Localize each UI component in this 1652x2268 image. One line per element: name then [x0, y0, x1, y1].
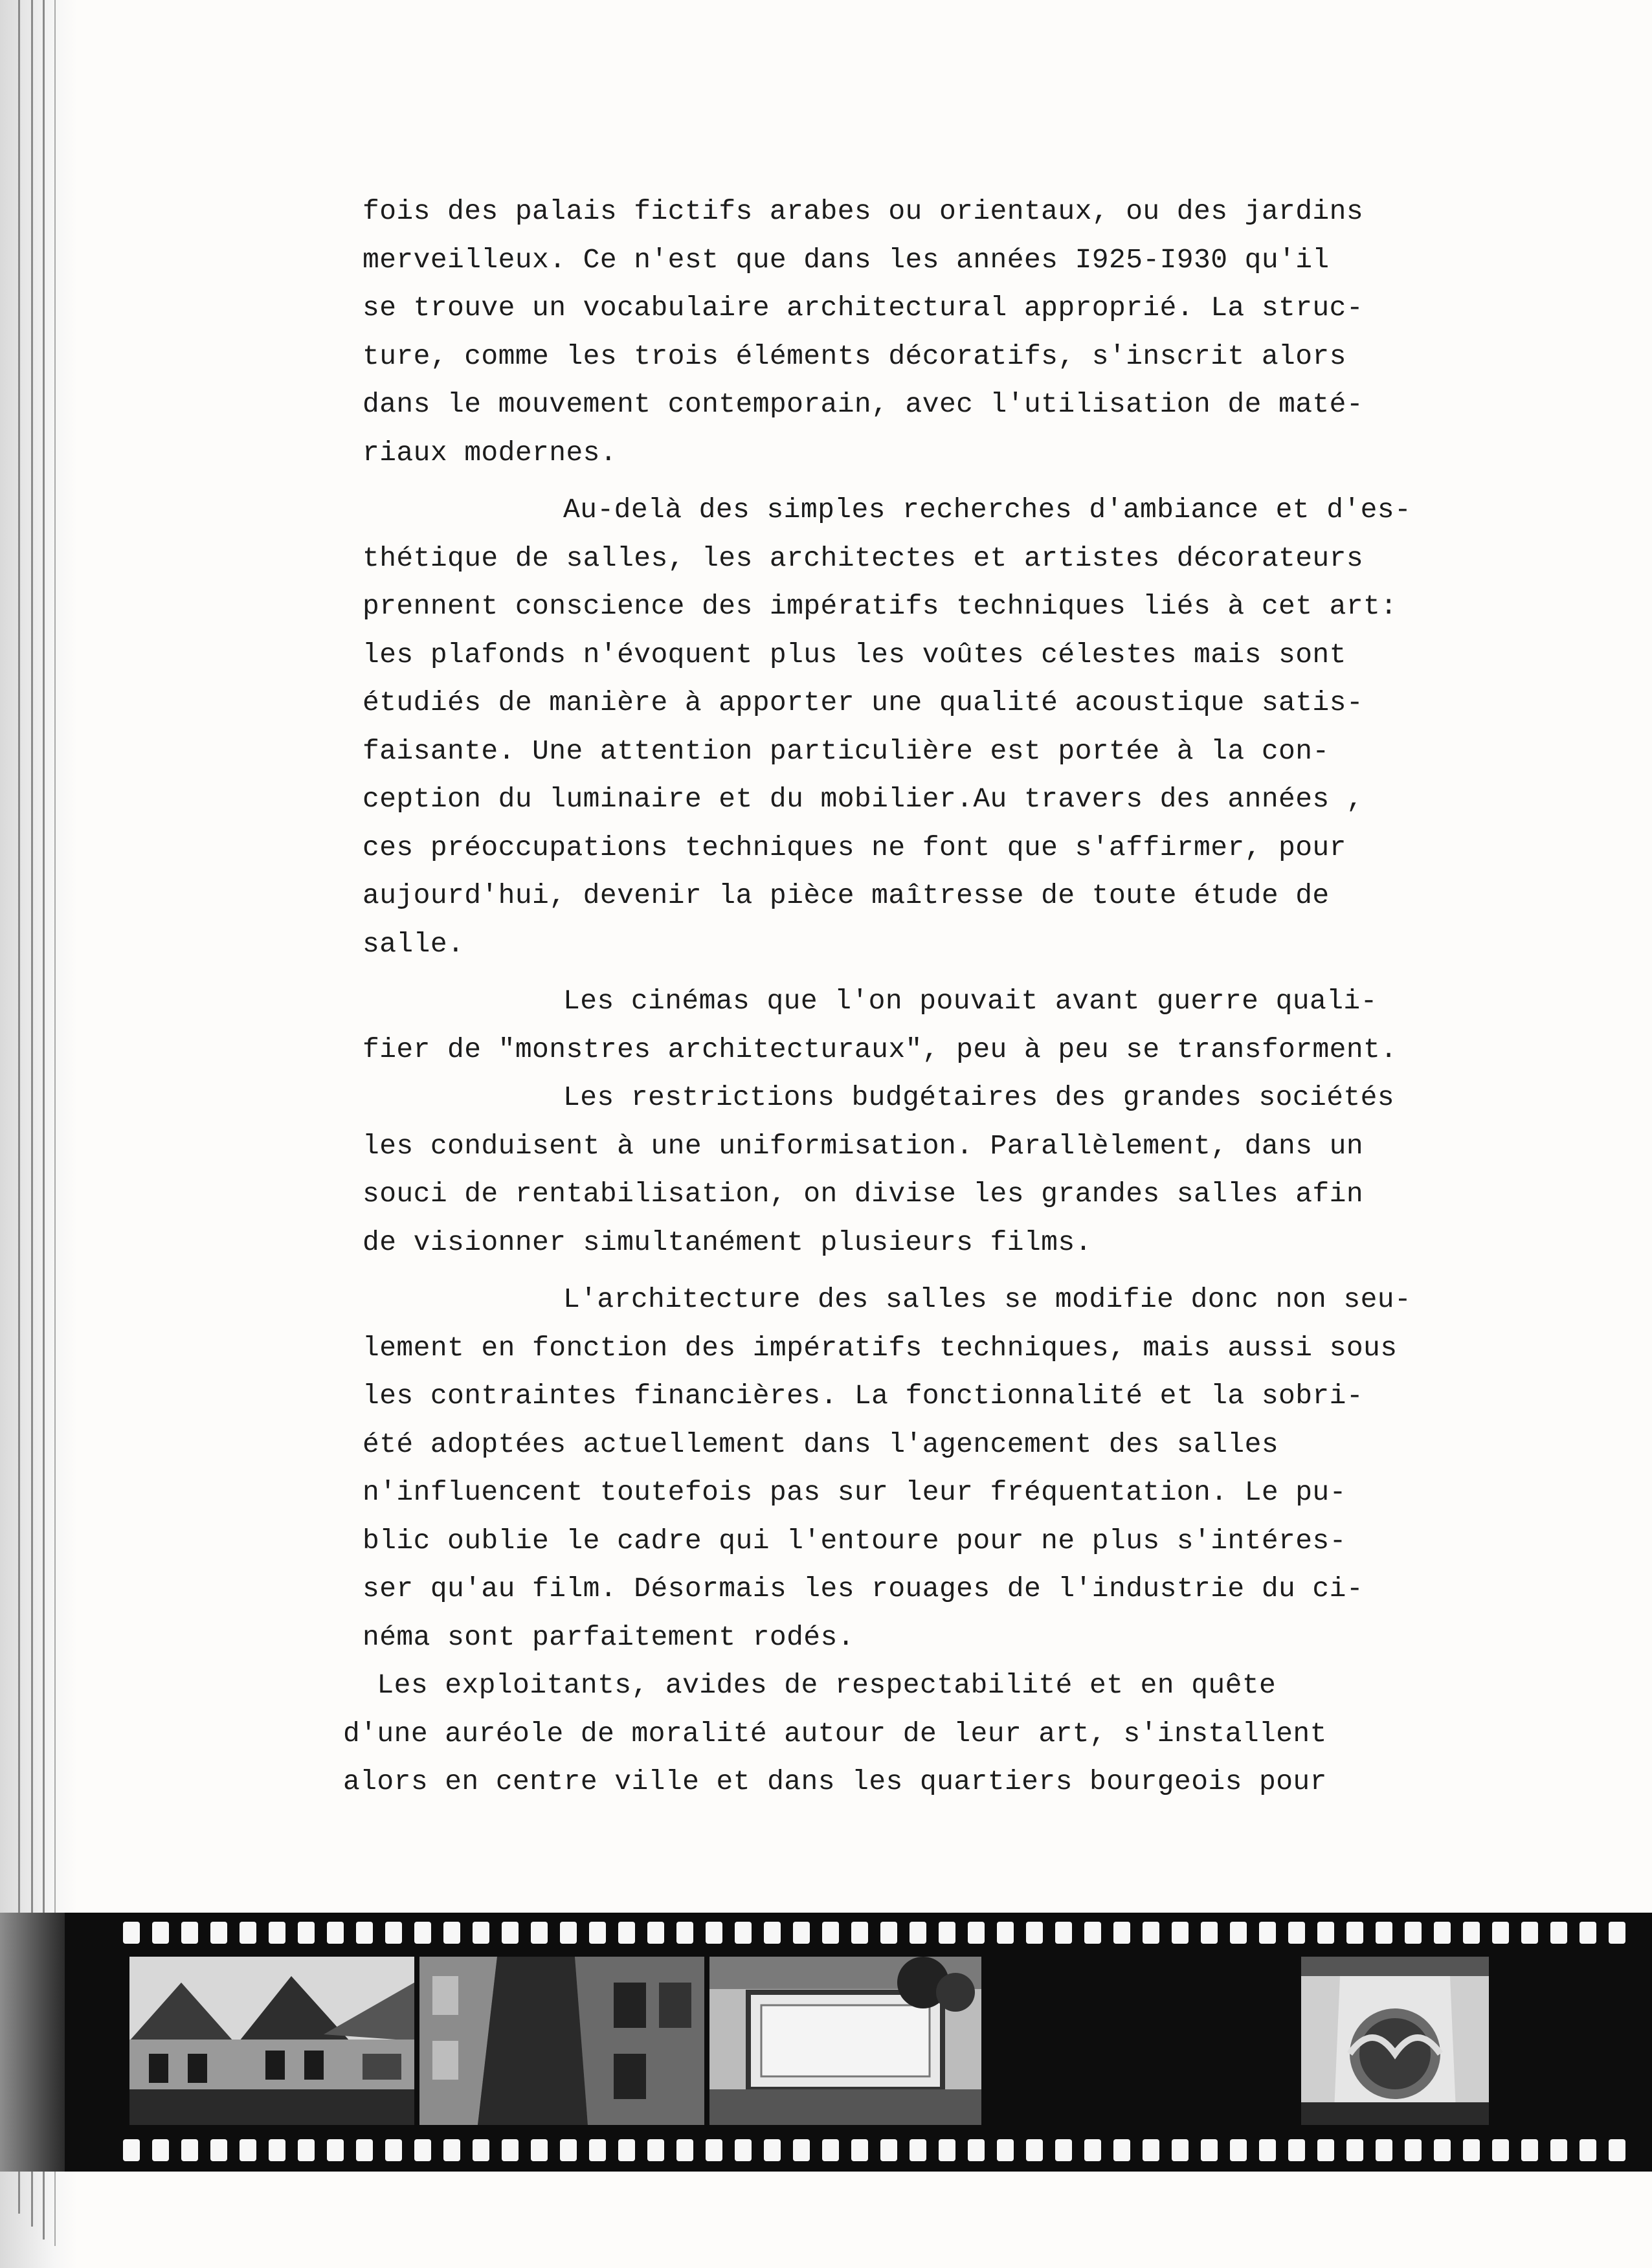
sprocket-hole [356, 1922, 373, 1944]
sprocket-hole [1230, 2139, 1247, 2161]
sprocket-hole [385, 2139, 402, 2161]
sprocket-hole [997, 1922, 1014, 1944]
text-line: ception du luminaire et du mobilier.Au travers des années , [363, 783, 1364, 815]
sprocket-hole [502, 2139, 519, 2161]
sprocket-hole [473, 2139, 489, 2161]
sprocket-hole [1521, 1922, 1538, 1944]
page-edge-line [31, 0, 33, 2227]
frame-theatre-entrance [709, 1957, 981, 2125]
sprocket-hole [1376, 2139, 1392, 2161]
sprocket-hole [152, 1922, 169, 1944]
sprocket-hole [1346, 1922, 1363, 1944]
sprocket-hole [1084, 2139, 1101, 2161]
sprocket-hole [764, 1922, 781, 1944]
sprocket-hole [676, 1922, 693, 1944]
page-edge-line [54, 0, 56, 2246]
sprocket-holes-top [123, 1922, 1631, 1945]
sprocket-hole [589, 2139, 606, 2161]
text-line: Les restrictions budgétaires des grandes sociétés [563, 1082, 1395, 1113]
sprocket-hole [1405, 1922, 1422, 1944]
sprocket-hole [1026, 2139, 1043, 2161]
text-line: Les cinémas que l'on pouvait avant guerre quali- [563, 985, 1378, 1017]
text-line: souci de rentabilisation, on divise les grandes salles afin [363, 1178, 1364, 1210]
sprocket-hole [1201, 2139, 1218, 2161]
sprocket-hole [1026, 1922, 1043, 1944]
text-line: dans le mouvement contemporain, avec l'utilisation de maté- [363, 388, 1364, 420]
sprocket-hole [210, 2139, 227, 2161]
sprocket-hole [443, 2139, 460, 2161]
sprocket-hole [327, 1922, 344, 1944]
text-line: alors en centre ville et dans les quartiers bourgeois pour [343, 1766, 1327, 1797]
sprocket-hole [1201, 1922, 1218, 1944]
page-edge-line [18, 0, 20, 2214]
sprocket-hole [910, 1922, 926, 1944]
sprocket-hole [1521, 2139, 1538, 2161]
sprocket-hole [822, 1922, 839, 1944]
sprocket-hole [910, 2139, 926, 2161]
text-line: fier de "monstres architecturaux", peu à peu se transforment. [363, 1033, 1398, 1065]
text-line: été adoptées actuellement dans l'agencement des salles [363, 1428, 1279, 1460]
sprocket-hole [1055, 2139, 1072, 2161]
text-line: les plafonds n'évoquent plus les voûtes célestes mais sont [363, 638, 1346, 671]
sprocket-hole [822, 2139, 839, 2161]
text-line: Au-delà des simples recherches d'ambiance et d'es- [563, 494, 1412, 526]
sprocket-hole [1579, 1922, 1596, 1944]
text-line: ser qu'au film. Désormais les rouages de l'industrie du ci- [363, 1573, 1364, 1605]
sprocket-hole [706, 1922, 722, 1944]
frame-building-facade [419, 1957, 704, 2125]
sprocket-hole [123, 2139, 140, 2161]
text-line: prennent conscience des impératifs techniques liés à cet art: [363, 590, 1398, 622]
sprocket-hole [589, 1922, 606, 1944]
text-line: lement en fonction des impératifs techniques, mais aussi sous [363, 1331, 1398, 1364]
sprocket-hole [1550, 1922, 1567, 1944]
sprocket-hole [473, 1922, 489, 1944]
sprocket-hole [240, 2139, 256, 2161]
text-line: riaux modernes. [363, 436, 618, 469]
sprocket-hole [1579, 2139, 1596, 2161]
sprocket-hole [1288, 2139, 1305, 2161]
sprocket-hole [618, 1922, 635, 1944]
sprocket-hole [735, 1922, 752, 1944]
sprocket-hole [1376, 1922, 1392, 1944]
sprocket-hole [880, 1922, 897, 1944]
sprocket-hole [1609, 2139, 1625, 2161]
sprocket-hole [531, 2139, 548, 2161]
text-line: Les exploitants, avides de respectabilité et en quête [343, 1669, 1277, 1701]
sprocket-hole [560, 2139, 577, 2161]
sprocket-hole [1405, 2139, 1422, 2161]
sprocket-hole [1609, 1922, 1625, 1944]
sprocket-hole [269, 2139, 285, 2161]
sprocket-hole [1317, 2139, 1334, 2161]
sprocket-hole [1434, 2139, 1451, 2161]
text-line: ture, comme les trois éléments décoratifs, s'inscrit alors [363, 340, 1346, 372]
film-strip-edge [0, 1913, 65, 2172]
sprocket-hole [851, 1922, 868, 1944]
sprocket-hole [1492, 2139, 1509, 2161]
text-line: de visionner simultanément plusieurs films. [363, 1226, 1092, 1258]
sprocket-hole [298, 1922, 315, 1944]
sprocket-hole [706, 2139, 722, 2161]
sprocket-hole [560, 1922, 577, 1944]
sprocket-hole [1259, 2139, 1276, 2161]
sprocket-hole [1143, 1922, 1159, 1944]
sprocket-hole [1230, 1922, 1247, 1944]
text-line: n'influencent toutefois pas sur leur fréquentation. Le pu- [363, 1476, 1346, 1508]
body-text [343, 188, 1554, 1807]
sprocket-hole [1143, 2139, 1159, 2161]
sprocket-hole [414, 1922, 431, 1944]
sprocket-hole [647, 2139, 664, 2161]
text-line: faisante. Une attention particulière est portée à la con- [363, 735, 1330, 767]
sprocket-hole [1317, 1922, 1334, 1944]
sprocket-hole [269, 1922, 285, 1944]
sprocket-hole [240, 1922, 256, 1944]
page-edge-line [43, 0, 45, 2240]
text-line: étudiés de manière à apporter une qualité acoustique satis- [363, 687, 1364, 718]
text-line: se trouve un vocabulaire architectural approprié. La struc- [363, 292, 1364, 324]
paragraph-gap [363, 477, 1554, 486]
sprocket-hole [851, 2139, 868, 2161]
sprocket-hole [1084, 1922, 1101, 1944]
sprocket-hole [676, 2139, 693, 2161]
sprocket-hole [793, 2139, 810, 2161]
sprocket-hole [531, 1922, 548, 1944]
text-line: ces préoccupations techniques ne font que s'affirmer, pour [363, 831, 1346, 863]
sprocket-hole [443, 1922, 460, 1944]
sprocket-hole [123, 1922, 140, 1944]
text-line: blic oublie le cadre qui l'entoure pour ne plus s'intéres- [363, 1524, 1346, 1557]
sprocket-hole [880, 2139, 897, 2161]
sprocket-hole [1346, 2139, 1363, 2161]
text-line: les contraintes financières. La fonctionnalité et la sobri- [363, 1380, 1364, 1412]
text-line: les conduisent à une uniformisation. Parallèlement, dans un [363, 1129, 1364, 1162]
sprocket-hole [647, 1922, 664, 1944]
text-line: néma sont parfaitement rodés. [363, 1621, 854, 1653]
sprocket-holes-bottom [123, 2139, 1631, 2162]
sprocket-hole [414, 2139, 431, 2161]
text-line: aujourd'hui, devenir la pièce maîtresse de toute étude de [363, 880, 1330, 911]
sprocket-hole [502, 1922, 519, 1944]
text-line: thétique de salles, les architectes et artistes décorateurs [363, 542, 1364, 574]
sprocket-hole [793, 1922, 810, 1944]
sprocket-hole [968, 1922, 985, 1944]
text-line: L'architecture des salles se modifie donc non seu- [563, 1284, 1412, 1315]
sprocket-hole [764, 2139, 781, 2161]
sprocket-hole [1492, 1922, 1509, 1944]
sprocket-hole [152, 2139, 169, 2161]
sprocket-hole [1113, 2139, 1130, 2161]
sprocket-hole [181, 2139, 198, 2161]
sprocket-hole [1172, 2139, 1189, 2161]
sprocket-hole [1288, 1922, 1305, 1944]
sprocket-hole [1172, 1922, 1189, 1944]
sprocket-hole [327, 2139, 344, 2161]
sprocket-hole [210, 1922, 227, 1944]
text-line: d'une auréole de moralité autour de leur art, s'installent [343, 1717, 1327, 1750]
sprocket-hole [939, 2139, 955, 2161]
sprocket-hole [181, 1922, 198, 1944]
text-line: fois des palais fictifs arabes ou orientaux, ou des jardins [363, 195, 1364, 227]
paragraph-gap [363, 968, 1554, 977]
sprocket-hole [1434, 1922, 1451, 1944]
frame-house-gables [129, 1957, 414, 2125]
sprocket-hole [735, 2139, 752, 2161]
text-line: salle. [363, 928, 465, 960]
text-line: merveilleux. Ce n'est que dans les années I925-I930 qu'il [363, 243, 1330, 276]
sprocket-hole [968, 2139, 985, 2161]
sprocket-hole [1259, 1922, 1276, 1944]
sprocket-hole [618, 2139, 635, 2161]
sprocket-hole [939, 1922, 955, 1944]
sprocket-hole [298, 2139, 315, 2161]
sprocket-hole [1463, 1922, 1480, 1944]
sprocket-hole [1055, 1922, 1072, 1944]
frame-cinema-curtain [1301, 1957, 1489, 2125]
sprocket-hole [1113, 1922, 1130, 1944]
sprocket-hole [997, 2139, 1014, 2161]
sprocket-hole [1463, 2139, 1480, 2161]
paragraph-gap [363, 1267, 1554, 1276]
sprocket-hole [385, 1922, 402, 1944]
frame-empty [987, 1957, 1297, 2125]
film-strip [0, 1913, 1652, 2172]
sprocket-hole [1550, 2139, 1567, 2161]
sprocket-hole [356, 2139, 373, 2161]
